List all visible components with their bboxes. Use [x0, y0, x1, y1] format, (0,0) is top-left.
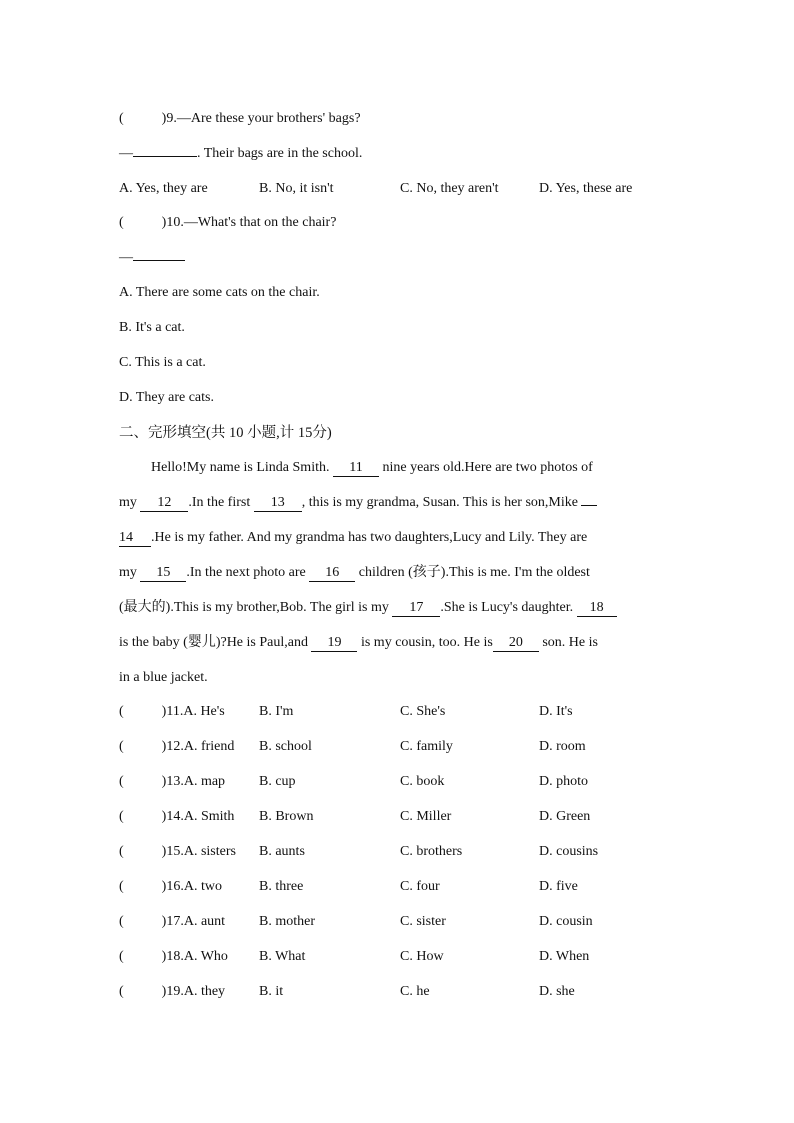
- choice-option-d: D. Green: [539, 809, 591, 824]
- choice-option-a: A. Smith: [183, 809, 235, 824]
- q9-option-d: D. Yes, these are: [539, 181, 633, 196]
- q9-option-c: C. No, they aren't: [400, 181, 499, 196]
- answer-paren-close: ): [161, 984, 167, 999]
- dash: —: [119, 250, 133, 265]
- choice-number: 13.: [166, 774, 184, 789]
- choice-option-b: B. it: [259, 984, 284, 999]
- choice-option-c: C. brothers: [400, 844, 463, 859]
- question-9-response-text: . Their bags are in the school.: [197, 146, 363, 161]
- question-10-response: [119, 249, 185, 267]
- choice-option-c: C. sister: [400, 914, 446, 929]
- answer-paren-close: ): [161, 704, 167, 719]
- answer-paren-open: (: [119, 914, 124, 929]
- question-10-text: 10.—What's that on the chair?: [166, 215, 337, 230]
- blank-11[interactable]: 11: [333, 460, 379, 477]
- choice-number: 11.: [166, 704, 184, 719]
- choice-row-14-stem: [119, 808, 234, 826]
- response-blank-9[interactable]: [133, 156, 197, 157]
- choice-number: 12.: [166, 739, 184, 754]
- passage-line-1: [119, 459, 659, 477]
- choice-row-13-stem: [119, 773, 225, 791]
- choice-option-a: A. friend: [183, 739, 235, 754]
- question-10-stem: [119, 214, 336, 232]
- q10-option-d: D. They are cats.: [119, 390, 214, 405]
- answer-paren-open: (: [119, 215, 124, 230]
- passage-text: son. He is: [542, 635, 598, 650]
- passage-text: (最大的).This is my brother,Bob. The girl is my: [119, 600, 389, 615]
- answer-paren-close: ): [161, 879, 167, 894]
- choice-option-a: A. map: [183, 774, 226, 789]
- choice-option-d: D. photo: [539, 774, 588, 789]
- blank-19[interactable]: 19: [311, 635, 357, 652]
- choice-option-c: C. Miller: [400, 809, 452, 824]
- answer-paren-open: (: [119, 809, 124, 824]
- choice-option-b: B. school: [259, 739, 312, 754]
- choice-row-11-stem: [119, 703, 225, 721]
- choice-row-16-stem: [119, 878, 222, 896]
- answer-paren-close: ): [161, 949, 167, 964]
- choice-option-d: D. room: [539, 739, 586, 754]
- q10-option-c: C. This is a cat.: [119, 355, 206, 370]
- choice-row-19-stem: [119, 983, 225, 1001]
- q9-option-a: A. Yes, they are: [119, 181, 208, 196]
- blank-18[interactable]: 18: [577, 600, 617, 617]
- answer-paren-open: (: [119, 774, 124, 789]
- q10-option-b: B. It's a cat.: [119, 320, 185, 335]
- section-heading: 二、完形填空(共 10 小题,计 15分): [119, 425, 332, 441]
- answer-paren-open: (: [119, 844, 124, 859]
- q10-option-a: A. There are some cats on the chair.: [119, 285, 320, 300]
- passage-line-3: [119, 529, 659, 547]
- question-9-stem: [119, 110, 361, 128]
- passage-text: is my cousin, too. He is: [360, 635, 493, 650]
- passage-text: .She is Lucy's daughter.: [440, 600, 574, 615]
- choice-option-b: B. aunts: [259, 844, 305, 859]
- blank-17[interactable]: 17: [392, 600, 440, 617]
- choice-option-d: D. cousins: [539, 844, 599, 859]
- choice-option-a: A. two: [183, 879, 222, 894]
- answer-paren-open: (: [119, 949, 124, 964]
- passage-line-7: in a blue jacket.: [119, 670, 208, 685]
- choice-option-a: A. they: [183, 984, 226, 999]
- question-9-text: 9.—Are these your brothers' bags?: [166, 111, 361, 126]
- choice-row-15-stem: [119, 843, 236, 861]
- q9-option-b: B. No, it isn't: [259, 181, 334, 196]
- answer-paren-open: (: [119, 704, 124, 719]
- answer-paren-open: (: [119, 739, 124, 754]
- choice-option-a: A. aunt: [183, 914, 226, 929]
- choice-option-d: D. five: [539, 879, 578, 894]
- passage-text: children (孩子).This is me. I'm the oldest: [358, 565, 590, 580]
- choice-option-c: C. family: [400, 739, 453, 754]
- choice-row-18-stem: [119, 948, 228, 966]
- choice-option-c: C. How: [400, 949, 444, 964]
- answer-paren-close: ): [161, 809, 167, 824]
- blank-20[interactable]: 20: [493, 635, 539, 652]
- choice-number: 18.: [166, 949, 184, 964]
- dash: —: [119, 146, 133, 161]
- choice-option-b: B. cup: [259, 774, 296, 789]
- choice-row-17-stem: [119, 913, 225, 931]
- answer-paren-close: ): [161, 111, 167, 126]
- passage-line-5: [119, 599, 659, 617]
- choice-option-a: A. He's: [183, 704, 225, 719]
- choice-option-b: B. I'm: [259, 704, 294, 719]
- blank-14-start[interactable]: [581, 505, 597, 506]
- passage-text: is the baby (婴儿)?He is Paul,and: [119, 635, 308, 650]
- passage-line-6: [119, 634, 659, 652]
- response-blank-10[interactable]: [133, 260, 185, 261]
- choice-option-b: B. mother: [259, 914, 315, 929]
- choice-option-d: D. When: [539, 949, 590, 964]
- choice-number: 14.: [166, 809, 184, 824]
- answer-paren-open: (: [119, 984, 124, 999]
- blank-15[interactable]: 15: [140, 565, 186, 582]
- answer-paren-open: (: [119, 879, 124, 894]
- passage-text: my: [119, 565, 137, 580]
- blank-16[interactable]: 16: [309, 565, 355, 582]
- choice-number: 15.: [166, 844, 184, 859]
- blank-14[interactable]: 14: [119, 530, 151, 547]
- answer-paren-close: ): [161, 914, 167, 929]
- choice-option-c: C. book: [400, 774, 445, 789]
- choice-option-c: C. She's: [400, 704, 446, 719]
- passage-text: .In the next photo are: [186, 565, 306, 580]
- choice-option-b: B. three: [259, 879, 304, 894]
- choice-option-c: C. four: [400, 879, 440, 894]
- choice-option-b: B. What: [259, 949, 306, 964]
- choice-number: 16.: [166, 879, 184, 894]
- choice-row-12-stem: [119, 738, 234, 756]
- blank-12[interactable]: 12: [140, 495, 188, 512]
- choice-option-a: A. sisters: [183, 844, 236, 859]
- blank-13[interactable]: 13: [254, 495, 302, 512]
- choice-option-b: B. Brown: [259, 809, 314, 824]
- choice-option-d: D. It's: [539, 704, 573, 719]
- passage-text: , this is my grandma, Susan. This is her son,Mike: [301, 495, 578, 510]
- choice-number: 17.: [166, 914, 184, 929]
- passage-text: nine years old.Here are two photos of: [382, 460, 593, 475]
- answer-paren-close: ): [161, 774, 167, 789]
- passage-text: my: [119, 495, 137, 510]
- choice-option-a: A. Who: [183, 949, 228, 964]
- passage-line-2: [119, 494, 659, 512]
- answer-paren-open: (: [119, 111, 124, 126]
- answer-paren-close: ): [161, 844, 167, 859]
- choice-option-d: D. she: [539, 984, 575, 999]
- choice-option-c: C. he: [400, 984, 430, 999]
- passage-text: .In the first: [188, 495, 251, 510]
- passage-line-4: [119, 564, 659, 582]
- question-9-response: [119, 145, 362, 163]
- choice-option-d: D. cousin: [539, 914, 593, 929]
- answer-paren-close: ): [161, 215, 167, 230]
- answer-paren-close: ): [161, 739, 167, 754]
- choice-number: 19.: [166, 984, 184, 999]
- passage-text: Hello!My name is Linda Smith.: [151, 460, 330, 475]
- passage-text: .He is my father. And my grandma has two daughters,Lucy and Lily. They are: [151, 530, 588, 545]
